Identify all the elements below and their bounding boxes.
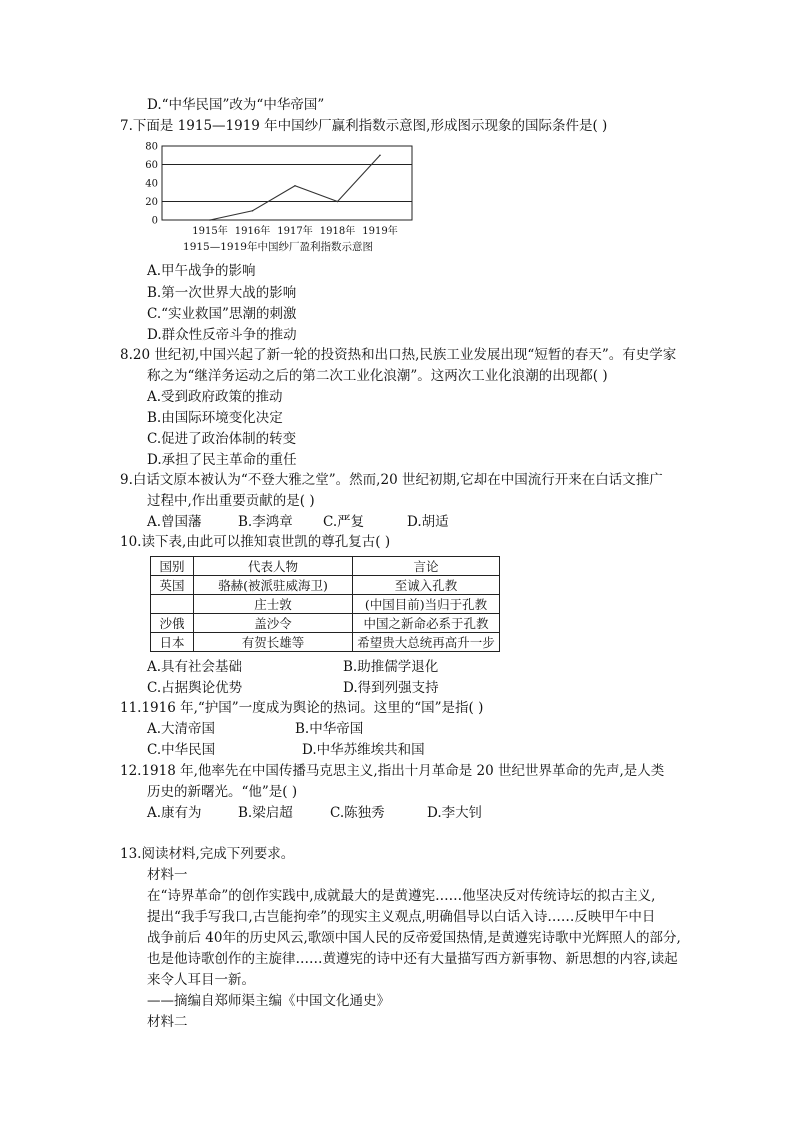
- table-header-row: [151, 557, 500, 576]
- q9-stem-line1: 9.白话文原本被认为“不登大雅之堂”。然而,20 世纪初期,它却在中国流行开来在白话文推广: [120, 472, 663, 488]
- q10-option-a: A.具有社会基础: [147, 659, 243, 675]
- table-row: [151, 614, 500, 633]
- chart-y-tick-label: 40: [145, 178, 158, 190]
- q7-option-d: D.群众性反帝斗争的推动: [147, 327, 297, 343]
- q7-line-chart: [140, 138, 420, 254]
- table-cell: [151, 595, 194, 614]
- table-cell: 希望贵大总统再高升一步: [353, 633, 500, 652]
- q13-material2-label: 材料二: [147, 1014, 188, 1030]
- q11-option-b: B.中华帝国: [295, 721, 364, 737]
- table-cell: (中国目前)当归于孔教: [353, 595, 500, 614]
- table-cell: 中国之新命必系于孔教: [353, 614, 500, 633]
- q12-option-c: C.陈独秀: [330, 805, 385, 821]
- q10-option-b: B.助推儒学退化: [343, 659, 439, 675]
- q12-stem-line2: 历史的新曙光。“他”是( ): [147, 784, 298, 800]
- chart-plot-frame: [162, 146, 412, 220]
- q8-stem-line1: 8.20 世纪初,中国兴起了新一轮的投资热和出口热,民族工业发展出现“短暂的春天”。有史学家: [120, 347, 677, 363]
- q13-material1-line: 也是他诗歌创作的主旋律……黄遵宪的诗中还有大量描写西方新事物、新思想的内容,读起: [147, 951, 678, 967]
- q12-option-b: B.梁启超: [238, 805, 293, 821]
- q13-material1-line: 来令人耳目一新。: [147, 972, 255, 988]
- table-cell: 日本: [151, 633, 194, 652]
- q11-stem: 11.1916 年,“护国”一度成为舆论的热词。这里的“国”是指( ): [120, 700, 484, 716]
- q9-option-d: D.胡适: [407, 514, 449, 530]
- q10-option-d: D.得到列强支持: [343, 680, 439, 696]
- q13-source: ——摘编自郑师渠主编《中国文化通史》: [147, 993, 390, 1009]
- q13-material1-label: 材料一: [147, 867, 188, 883]
- table-cell: 沙俄: [151, 614, 194, 633]
- chart-y-tick-label: 60: [145, 160, 158, 171]
- chart-x-tick-label: 1915年: [192, 226, 228, 237]
- table-cell: 庄士敦: [194, 595, 353, 614]
- q7-option-b: B.第一次世界大战的影响: [147, 285, 297, 301]
- table-cell: 盖沙令: [194, 614, 353, 633]
- q13-material1-line: 战争前后 40年的历史风云,歌颂中国人民的反帝爱国热情,是黄遵宪诗歌中光辉照人的部分,: [147, 930, 681, 946]
- q13-material1-line: 提出“我手写我口,古岂能拘牵”的现实主义观点,明确倡导以白话入诗……反映甲午中日: [147, 909, 656, 925]
- chart-data-point: [379, 154, 381, 156]
- q8-option-d: D.承担了民主革命的重任: [147, 452, 297, 468]
- chart-y-tick-label: 0: [151, 215, 158, 227]
- table-row: [151, 595, 500, 614]
- chart-data-point: [209, 219, 211, 221]
- chart-y-tick-label: 20: [145, 197, 158, 208]
- q13-stem: 13.阅读材料,完成下列要求。: [120, 846, 295, 862]
- chart-x-tick-label: 1918年: [319, 226, 356, 237]
- q8-option-c: C.促进了政治体制的转变: [147, 431, 297, 447]
- table-cell: 英国: [151, 576, 194, 595]
- q8-stem-line2: 称之为“继洋务运动之后的第二次工业化浪潮”。这两次工业化浪潮的出现都( ): [147, 368, 608, 384]
- chart-x-tick-label: 1917年: [277, 226, 313, 237]
- table-header-cell: 代表人物: [194, 557, 353, 576]
- chart-series-line: [210, 155, 380, 220]
- q12-option-a: A.康有为: [147, 805, 202, 821]
- q12-option-d: D.李大钊: [427, 805, 483, 821]
- chart-title: 1915—1919年中国纱厂盈利指数示意图: [183, 241, 373, 253]
- q11-option-a: A.大清帝国: [147, 721, 216, 737]
- table-header-cell: 国别: [151, 557, 194, 576]
- table-row: [151, 633, 500, 652]
- chart-y-tick-label: 80: [145, 141, 158, 153]
- table-row: [151, 576, 500, 595]
- q7-option-a: A.甲午战争的影响: [147, 263, 256, 279]
- chart-x-tick-label: 1916年: [234, 226, 271, 237]
- table-cell: 至诚入孔教: [353, 576, 500, 595]
- q11-option-d: D.中华苏维埃共和国: [302, 742, 425, 758]
- q9-option-b: B.李鸿章: [238, 514, 293, 530]
- chart-x-tick-label: 1919年: [362, 226, 398, 237]
- chart-data-point: [294, 185, 296, 187]
- q6-option-d: D.“中华民国”改为“中华帝国”: [147, 97, 325, 113]
- q9-stem-line2: 过程中,作出重要贡献的是( ): [147, 493, 315, 509]
- q10-option-c: C.占据舆论优势: [147, 680, 243, 696]
- q13-material1-line: 在“诗界革命”的创作实践中,成就最大的是黄遵宪……他坚决反对传统诗坛的拟古主义,: [147, 888, 656, 904]
- q8-option-a: A.受到政府政策的推动: [147, 389, 283, 405]
- q12-stem-line1: 12.1918 年,他率先在中国传播马克思主义,指出十月革命是 20 世纪世界革命的先声,是人类: [120, 763, 665, 779]
- q11-option-c: C.中华民国: [147, 742, 216, 758]
- q10-stem: 10.读下表,由此可以推知袁世凯的尊孔复古( ): [120, 534, 391, 550]
- q9-option-a: A.曾国藩: [147, 514, 202, 530]
- q7-stem: 7.下面是 1915—1919 年中国纱厂赢利指数示意图,形成图示现象的国际条件是( ): [120, 118, 608, 134]
- chart-data-point: [252, 210, 254, 212]
- q7-option-c: C.“实业救国”思潮的刺激: [147, 306, 297, 322]
- table-cell: 骆赫(被派驻威海卫): [194, 576, 353, 595]
- q10-table: [150, 556, 500, 652]
- q8-option-b: B.由国际环境变化决定: [147, 410, 283, 426]
- chart-data-point: [337, 201, 339, 203]
- table-cell: 有贺长雄等: [194, 633, 353, 652]
- q9-option-c: C.严复: [323, 514, 365, 530]
- table-header-cell: 言论: [353, 557, 500, 576]
